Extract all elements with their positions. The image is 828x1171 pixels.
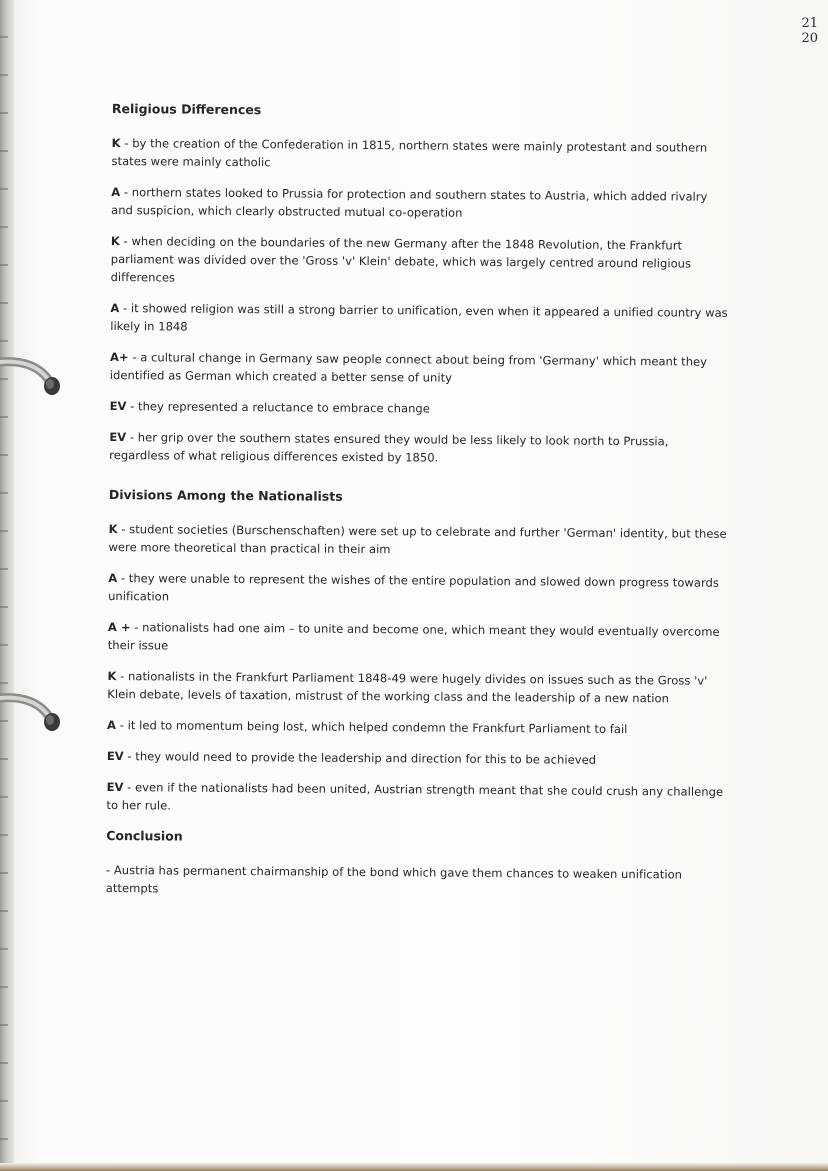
document-content xyxy=(106,100,732,915)
section-heading: Conclusion xyxy=(106,827,183,844)
paragraph-text: - student societies (Burschenschaften) were set up to celebrate and further 'German' identity, but these were more theoretical than practical in their aim xyxy=(108,522,727,557)
paragraph-tag: K xyxy=(111,135,121,151)
paragraph-text: - they were unable to represent the wishes of the entire population and slowed down progress towards unification xyxy=(108,571,720,604)
paragraph xyxy=(107,716,727,739)
paragraph xyxy=(111,232,731,291)
paragraph xyxy=(111,134,731,175)
paragraph xyxy=(108,569,728,610)
paragraph-tag: EV xyxy=(109,398,127,414)
paragraph-tag: K xyxy=(110,233,120,249)
paragraph-tag: A xyxy=(107,717,117,733)
paragraph-tag: EV xyxy=(106,748,124,764)
paragraph xyxy=(109,428,729,469)
section-conclusion xyxy=(106,827,727,902)
section-religious-differences xyxy=(109,100,732,469)
paragraph xyxy=(110,299,730,340)
paragraph-tag: K xyxy=(107,668,117,684)
paragraph xyxy=(106,861,726,902)
handwritten-page-number xyxy=(801,16,818,46)
paragraph-text: - they represented a reluctance to embrace change xyxy=(126,399,430,416)
paragraph-text: - even if the nationalists had been united, Austrian strength meant that she could crush any challenge to her rule. xyxy=(106,780,724,813)
paragraph-tag: A+ xyxy=(109,349,129,365)
paragraph-tag: K xyxy=(108,521,118,537)
page-number-bottom: 20 xyxy=(801,31,818,46)
paragraph-tag: A xyxy=(108,570,118,586)
paragraph-text: - by the creation of the Confederation in 1815, northern states were mainly protestant and southern states were mainly catholic xyxy=(111,136,708,170)
binder-ring-icon xyxy=(0,688,64,736)
page-bottom-edge xyxy=(0,1163,828,1171)
stacked-page-edges xyxy=(0,0,8,1171)
paragraph-text: - nationalists had one aim – to unite and become one, which meant they would eventually overcome their issue xyxy=(107,620,720,653)
paragraph xyxy=(111,183,731,224)
paragraph-text: - her grip over the southern states ensured they would be less likely to look north to Prussia, regardless of what religious differences existed by 1850. xyxy=(109,430,669,465)
paragraph-text: - it showed religion was still a strong barrier to unification, even when it appeared a unified country was likely in 1848 xyxy=(110,301,728,334)
paragraph xyxy=(107,747,727,770)
paragraph-text: - Austria has permanent chairmanship of the bond which gave them chances to weaken unification attempts xyxy=(105,862,683,896)
page-number-top: 21 xyxy=(801,16,818,31)
paragraph xyxy=(108,618,728,659)
section-divisions-among-nationalists xyxy=(106,486,729,819)
paragraph-tag: A xyxy=(110,300,120,316)
section-heading: Religious Differences xyxy=(111,100,262,118)
paragraph-text: - nationalists in the Frankfurt Parliament 1848-49 were hugely divides on issues such as the Gross 'v' Klein debate, levels of taxation, mistrust of the working class and the leadership of a new nation xyxy=(107,669,708,706)
binder-ring-icon xyxy=(0,352,64,400)
paragraph-tag: A xyxy=(111,184,121,200)
paragraph xyxy=(110,397,730,420)
paragraph-text: - they would need to provide the leadership and direction for this to be achieved xyxy=(123,749,597,767)
paragraph xyxy=(107,667,727,708)
paragraph-text: - a cultural change in Germany saw people connect about being from 'Germany' which meant they identified as German which created a better sense of unity xyxy=(109,350,708,385)
paragraph-text: - it led to momentum being lost, which helped condemn the Frankfurt Parliament to fail xyxy=(115,718,628,737)
paragraph xyxy=(106,778,726,819)
paragraph-tag: EV xyxy=(106,779,124,795)
paragraph-text: - northern states looked to Prussia for protection and southern states to Austria, which added rivalry and suspicion, which clearly obstructed mutual co-operation xyxy=(111,185,708,220)
paragraph xyxy=(108,520,728,561)
paragraph-text: - when deciding on the boundaries of the new Germany after the 1848 Revolution, the Frankfurt parliament was divided over the 'Gross 'v' Klein' debate, which was largely centred around religious differences xyxy=(110,234,692,285)
paragraph-tag: A + xyxy=(107,619,131,635)
paragraph-tag: EV xyxy=(109,429,127,445)
section-heading: Divisions Among the Nationalists xyxy=(108,486,343,504)
paragraph xyxy=(110,348,730,389)
